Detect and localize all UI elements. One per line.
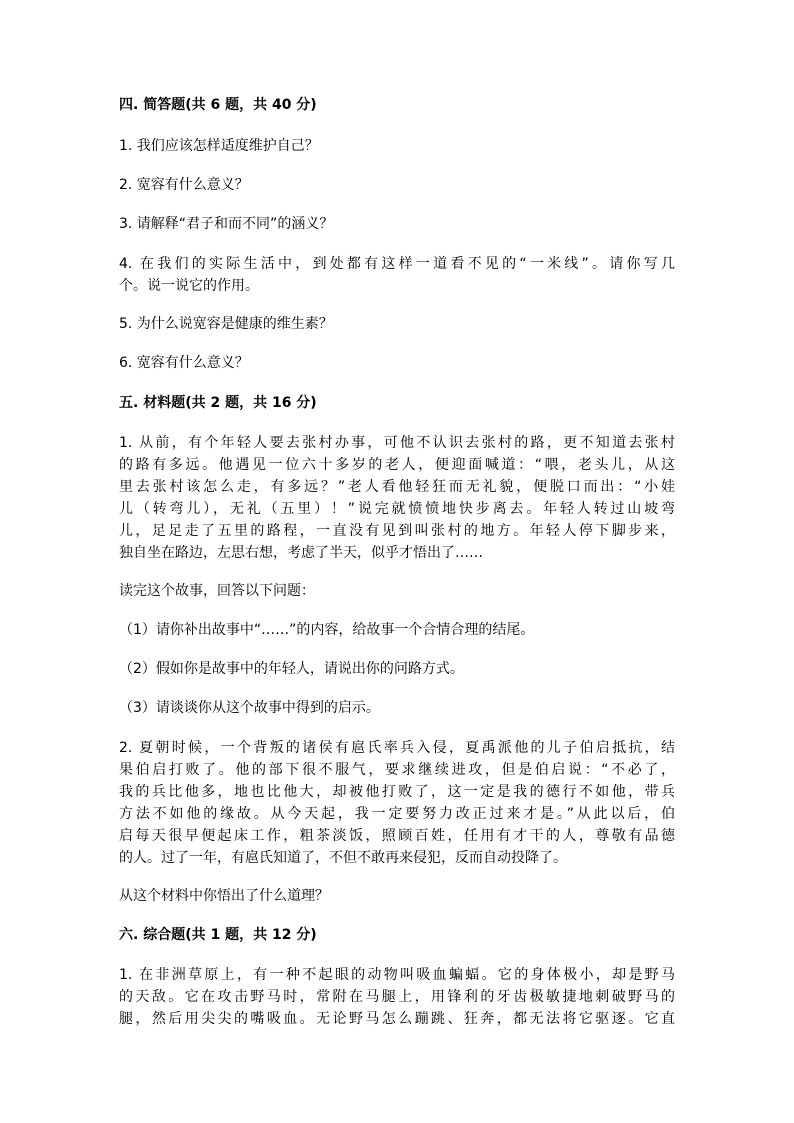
material-1-sub-question-2: （2）假如你是故事中的年轻人，请说出你的问路方式。	[119, 661, 464, 677]
material-1-line-1: 1. 从前，有个年轻人要去张村办事，可他不认识去张村的路，更不知道去张村	[119, 435, 675, 451]
question-4-3: 3. 请解释“君子和而不同”的涵义？	[119, 216, 334, 232]
material-1-sub-question-3: （3）请谈谈你从这个故事中得到的启示。	[119, 700, 380, 716]
question-4-4-line-1: 4. 在我们的实际生活中，到处都有这样一道看不见的“一米线”。请你写几	[119, 256, 675, 272]
question-4-5: 5. 为什么说宽容是健康的维生素？	[119, 316, 333, 332]
comprehensive-1-line-2: 的天敌。它在攻击野马时，常附在马腿上，用锋利的牙齿极敏捷地刺破野马的	[119, 989, 675, 1005]
section-heading-comprehensive: 六. 综合题(共 1 题，共 12 分)	[119, 927, 317, 943]
material-2-line-6: 的人。过了一年，有扈氏知道了，不但不敢再来侵犯，反而自动投降了。	[119, 850, 567, 866]
comprehensive-1-line-1: 1. 在非洲草原上，有一种不起眼的动物叫吸血蝙蝠。它的身体极小，却是野马	[119, 967, 675, 983]
material-2-prompt: 从这个材料中你悟出了什么道理？	[119, 888, 329, 904]
material-2-line-5: 启每天很早便起床工作，粗茶淡饭，照顾百姓，任用有才干的人，尊敬有品德	[119, 828, 675, 844]
question-4-2: 2. 宽容有什么意义？	[119, 177, 249, 193]
material-2-line-4: 方法不如他的缘故。从今天起，我一定要努力改正过来才是。”从此以后，伯	[119, 806, 675, 822]
question-4-6: 6. 宽容有什么意义？	[119, 355, 249, 371]
material-1-line-5: 儿，足足走了五里的路程，一直没有见到叫张村的地方。年轻人停下脚步来，	[119, 523, 675, 539]
material-2-line-1: 2. 夏朝时候，一个背叛的诸侯有扈氏率兵入侵，夏禹派他的儿子伯启抵抗，结	[119, 740, 675, 756]
material-1-sub-question-1: （1）请你补出故事中“……”的内容，给故事一个合情合理的结尾。	[119, 622, 535, 638]
material-1-line-3: 里去张村该怎么走，有多远？”老人看他轻狂而无礼貌，便脱口而出：“小娃	[119, 479, 675, 495]
material-1-line-2: 的路有多远。他遇见一位六十多岁的老人，便迎面喊道：“喂，老头儿，从这	[119, 457, 675, 473]
material-2-line-2: 果伯启打败了。他的部下很不服气，要求继续进攻，但是伯启说：“不必了，	[119, 762, 675, 778]
material-2-line-3: 我的兵比他多，地也比他大，却被他打败了，这一定是我的德行不如他，带兵	[119, 784, 675, 800]
material-1-prompt: 读完这个故事，回答以下问题：	[119, 583, 315, 599]
material-1-line-4: 儿（转弯儿），无礼（五里）！”说完就愤愤地快步离去。年轻人转过山坡弯	[119, 501, 675, 517]
material-1-line-6: 独自坐在路边，左思右想，考虑了半天，似乎才悟出了……	[119, 545, 483, 561]
comprehensive-1-line-3: 腿，然后用尖尖的嘴吸血。无论野马怎么蹦跳、狂奔，都无法将它驱逐。它直	[119, 1011, 675, 1027]
question-4-1: 1. 我们应该怎样适度维护自己？	[119, 138, 319, 154]
section-heading-short-answer: 四. 简答题(共 6 题，共 40 分)	[119, 97, 317, 113]
section-heading-material: 五. 材料题(共 2 题，共 16 分)	[119, 395, 317, 411]
question-4-4-line-2: 个。说一说它的作用。	[119, 278, 259, 294]
